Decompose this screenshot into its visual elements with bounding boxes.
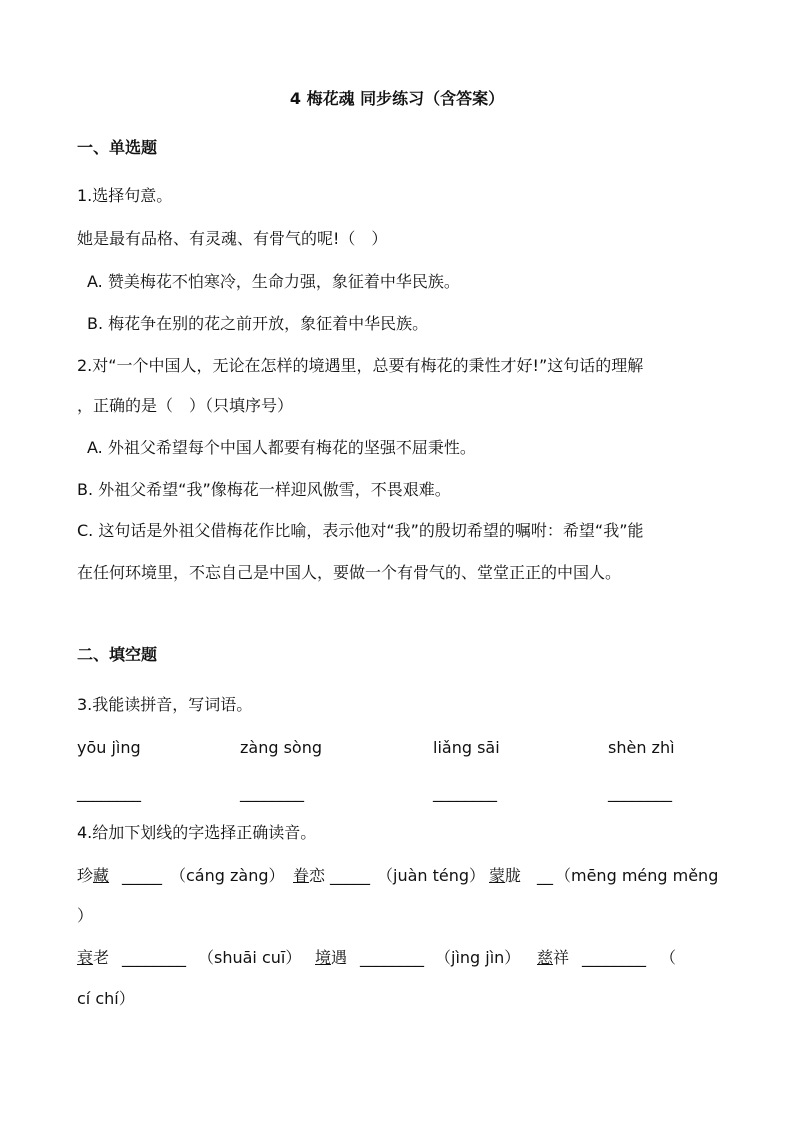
question-3-stem: 3.我能读拼音，写词语。	[77, 695, 253, 714]
section-heading-fill-blank: 二、填空题	[77, 645, 158, 664]
reading-options: （	[660, 948, 677, 967]
word-char: 老	[93, 948, 110, 967]
question-2-option-c-line2: 在任何环境里，不忘自己是中国人，要做一个有骨气的、堂堂正正的中国人。	[77, 563, 622, 582]
pinyin-item: liǎng sāi	[433, 738, 500, 757]
word-item	[315, 947, 347, 969]
reading-options: （mēng méng měng	[555, 866, 719, 885]
word-item	[537, 947, 569, 969]
answer-blank[interactable]: ________	[77, 783, 141, 802]
answer-blank[interactable]: ________	[582, 948, 646, 967]
reading-options: （shuāi cuī）	[198, 948, 302, 967]
answer-blank[interactable]: ________	[122, 948, 186, 967]
reading-options: （juàn téng）	[377, 866, 486, 885]
word-char: 胧	[505, 866, 522, 885]
word-item	[489, 865, 521, 887]
word-item	[293, 865, 325, 887]
question-1-stem: 1.选择句意。	[77, 186, 173, 205]
reading-options-wrap: ）	[77, 906, 94, 925]
underlined-char: 藏	[93, 866, 110, 885]
question-1-option-b: B. 梅花争在别的花之前开放，象征着中华民族。	[87, 314, 429, 333]
word-char: 遇	[331, 948, 348, 967]
pinyin-item: shèn zhì	[608, 738, 675, 757]
word-char: 祥	[553, 948, 570, 967]
underlined-char: 慈	[537, 948, 554, 967]
question-2-option-a: A. 外祖父希望每个中国人都要有梅花的坚强不屈秉性。	[87, 438, 476, 457]
answer-blank[interactable]: _____	[330, 866, 370, 885]
question-2-option-b: B. 外祖父希望“我”像梅花一样迎风傲雪，不畏艰难。	[77, 480, 451, 499]
pinyin-item: zàng sòng	[240, 738, 323, 757]
question-2-stem-line1: 2.对“一个中国人，无论在怎样的境遇里，总要有梅花的秉性才好!”这句话的理解	[77, 356, 644, 375]
answer-blank[interactable]: _____	[122, 866, 162, 885]
answer-blank[interactable]: ________	[433, 783, 497, 802]
underlined-char: 境	[315, 948, 332, 967]
question-1-option-a: A. 赞美梅花不怕寒冷，生命力强，象征着中华民族。	[87, 272, 460, 291]
word-item	[77, 947, 109, 969]
page-title: 4 梅花魂 同步练习（含答案）	[289, 89, 505, 108]
pinyin-item: yōu jìng	[77, 738, 141, 757]
question-2-stem-line2: ，正确的是（ ）（只填序号）	[77, 396, 294, 415]
word-item	[77, 865, 109, 887]
question-4-stem: 4.给加下划线的字选择正确读音。	[77, 823, 317, 842]
reading-options: （cáng zàng）	[170, 866, 285, 885]
underlined-char: 蒙	[489, 866, 506, 885]
answer-blank[interactable]: ________	[240, 783, 304, 802]
question-2-option-c-line1: C. 这句话是外祖父借梅花作比喻，表示他对“我”的殷切希望的嘱咐：希望“我”能	[77, 521, 644, 540]
section-heading-single-choice: 一、单选题	[77, 138, 158, 157]
reading-options-wrap: cí chí）	[77, 989, 135, 1008]
question-1-sentence: 她是最有品格、有灵魂、有骨气的呢!（ ）	[77, 229, 388, 248]
answer-blank[interactable]: ________	[360, 948, 424, 967]
word-char: 珍	[77, 866, 94, 885]
answer-blank[interactable]: ________	[608, 783, 672, 802]
reading-options: （jìng jìn）	[435, 948, 521, 967]
underlined-char: 眷	[293, 866, 310, 885]
answer-blank[interactable]: __	[537, 866, 553, 885]
word-char: 恋	[309, 866, 326, 885]
underlined-char: 衰	[77, 948, 94, 967]
